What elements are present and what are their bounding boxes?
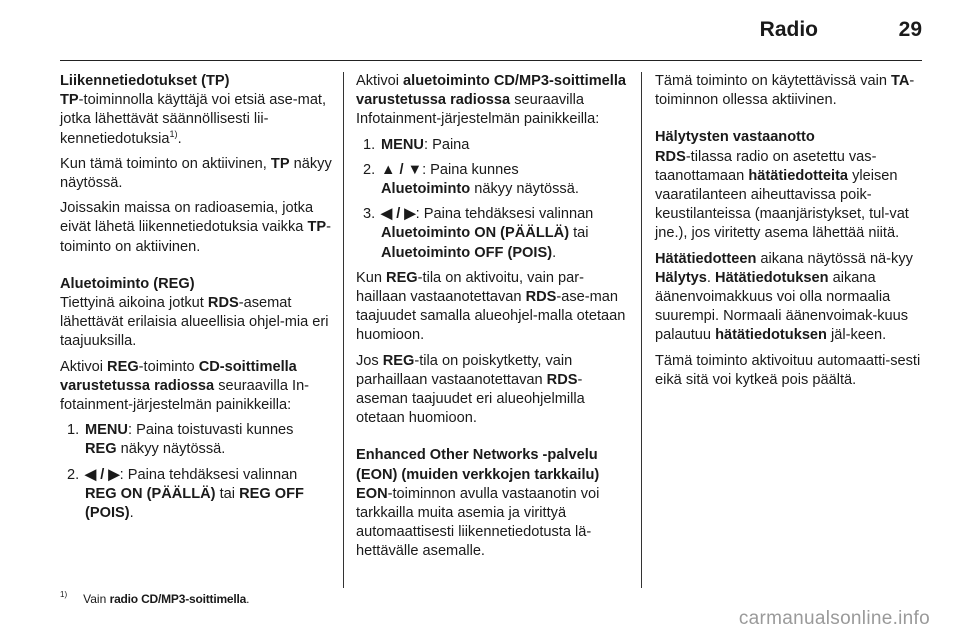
list-item: 1. MENU: Paina toistuvasti kunnes REG näkyy näytössä.	[67, 422, 294, 458]
page-number: 29	[898, 18, 922, 41]
watermark: carmanualsonline.info	[738, 608, 930, 629]
column-divider	[343, 72, 344, 588]
reg-heading: Aluetoiminto (REG)	[60, 275, 195, 292]
alarm-paragraph: RDS-tilassa radio on asetettu vas-taanottamaan hätätiedotteita yleisen vaaratilanteen aiheuttavissa poik-keustilanteissa (maanjäristykset, tul-vat jne.), jos viritetty asema lähettää niitä.	[655, 148, 909, 242]
column-1	[60, 72, 332, 529]
arrow-left-right-icon: ◀ / ▶	[85, 466, 120, 483]
list-item: 2. ▲ / ▼: Paina kunnes Aluetoiminto näkyy näytössä.	[363, 161, 579, 198]
header-rule	[60, 60, 922, 61]
tp-paragraph: Kun tämä toiminto on aktiivinen, TP näkyy näytössä.	[60, 155, 332, 192]
column-3	[655, 72, 927, 396]
list-item: 1. MENU: Paina	[363, 136, 470, 153]
tp-heading: Liikennetiedotukset (TP)	[60, 73, 230, 89]
aluetoiminto-paragraph: Aktivoi aluetoiminto CD/MP3-soittimella varustetussa radiossa seuraavilla Infotainment-järjestelmän painikkeilla:	[356, 73, 627, 128]
alarm-paragraph: Tämä toiminto aktivoituu automaatti-sesti eikä sitä voi kytkeä pois päältä.	[655, 352, 921, 388]
eon-paragraph: EON-toiminnon avulla vastaanotin voi tarkkailla muita asemia ja virittyä automaattisesti liikennetiedotusta lä-hettävälle asemalle.	[356, 485, 600, 560]
reg-on-paragraph: Kun REG-tila on aktivoitu, vain par-haillaan vastaanotettavan RDS-ase-man taajuudet samalla alueohjel-malla otetaan huomioon.	[356, 269, 626, 344]
column-2	[356, 72, 632, 568]
tp-paragraph: TP-toiminnolla käyttäjä voi etsiä ase-mat, jotka lähettävät säännöllisesti lii-kennetiedotuksia$^{1)}$.	[60, 92, 327, 147]
aluetoiminto-steps-list	[356, 136, 632, 263]
alarm-heading: Hälytysten vastaanotto	[655, 129, 815, 146]
reg-off-paragraph: Jos REG-tila on poiskytketty, vain parhaillaan vastaanotettavan RDS-aseman taajuudet eri alueohjelmilla otetaan huomioon.	[356, 352, 585, 427]
eon-heading: Enhanced Other Networks -palvelu (EON) (muiden verkkojen tarkkailu)	[356, 447, 600, 483]
page-title: Radio	[759, 18, 818, 41]
arrow-left-right-icon: ◀ / ▶	[381, 206, 416, 223]
arrow-up-down-icon: ▲ / ▼	[381, 161, 423, 178]
ta-paragraph: Tämä toiminto on käytettävissä vain TA-toiminnon ollessa aktiivinen.	[655, 73, 915, 109]
reg-paragraph: Aktivoi REG-toiminto CD-soittimella varustetussa radiossa seuraavilla In-fotainment-järjestelmän painikkeilla:	[60, 358, 310, 414]
list-item: 3. ◀ / ▶: Paina tehdäksesi valinnan Aluetoiminto ON (PÄÄLLÄ) tai Aluetoiminto OFF (POIS).	[363, 206, 594, 261]
tp-paragraph: Joissakin maissa on radioasemia, jotka eivät lähetä liikennetiedotuksia vaikka TP-toiminto on aktiivinen.	[60, 200, 331, 255]
list-item: 2. ◀ / ▶: Paina tehdäksesi valinnan REG ON (PÄÄLLÄ) tai REG OFF (POIS).	[67, 466, 304, 522]
reg-paragraph: Tiettyinä aikoina jotkut RDS-asemat lähettävät erilaisia alueellisia ohjel-mia eri taajuuksilla.	[60, 295, 329, 350]
reg-steps-list	[60, 421, 332, 523]
footnote: $^{1)}$ Vain radio CD/MP3-soittimella.	[60, 590, 250, 606]
alarm-paragraph: Hätätiedotteen aikana näytössä nä-kyy Hälytys. Hätätiedotuksen aikana äänenvoimakkuus voi olla normaalia suurempi. Normaali äänenvoimak-kuus palautuu hätätiedotuksen jäl-keen.	[655, 250, 913, 344]
footnote-ref: 1)	[169, 128, 178, 139]
column-divider	[641, 72, 642, 588]
